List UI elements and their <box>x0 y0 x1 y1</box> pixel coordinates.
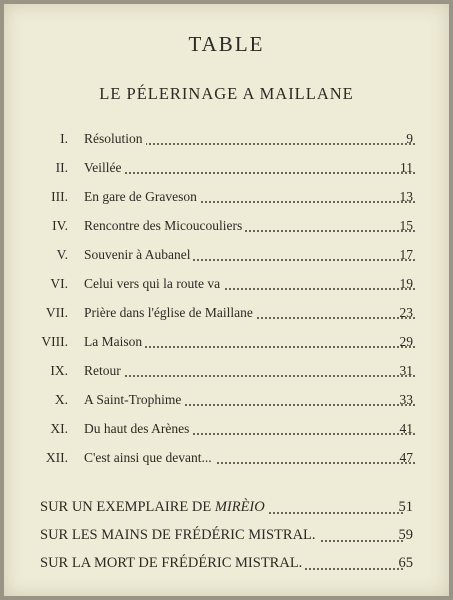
chapter-title: C'est ainsi que devant... <box>84 450 215 465</box>
book-page <box>4 4 449 596</box>
section-title: SUR UN EXEMPLAIRE DE <box>40 499 215 515</box>
chapter-number: IV. <box>52 218 68 233</box>
toc-row <box>4 419 449 439</box>
chapter-number: III. <box>51 189 68 204</box>
chapter-title: Rencontre des Micoucouliers <box>84 218 245 233</box>
toc-row <box>4 332 449 352</box>
toc-section-row <box>4 496 449 518</box>
chapter-number: VII. <box>45 305 68 320</box>
page-number: 11 <box>400 160 413 175</box>
page-number: 31 <box>399 363 413 378</box>
toc-row <box>4 216 449 236</box>
toc-row <box>4 245 449 265</box>
chapter-title: Résolution <box>84 131 146 146</box>
dot-leader <box>84 172 415 174</box>
page-number: 59 <box>398 527 413 543</box>
page-title: TABLE <box>188 32 265 56</box>
chapter-title: Souvenir à Aubanel <box>84 247 193 262</box>
toc-row <box>4 129 449 149</box>
page-number: 65 <box>398 555 413 571</box>
page-number: 15 <box>399 218 413 233</box>
chapter-number: VIII. <box>41 334 68 349</box>
page-number: 41 <box>399 421 413 436</box>
chapter-number: IX. <box>50 363 68 378</box>
chapter-title: Veillée <box>84 160 124 175</box>
page-number: 33 <box>399 392 413 407</box>
chapter-title: En gare de Graveson <box>84 189 200 204</box>
chapter-title: Du haut des Arènes <box>84 421 192 436</box>
section-title: SUR LA MORT DE FRÉDÉRIC MISTRAL. <box>40 555 305 571</box>
chapter-title: Celui vers qui la route va <box>84 276 223 291</box>
toc-section-row <box>4 524 449 546</box>
section-title: SUR LES MAINS DE FRÉDÉRIC MISTRAL. <box>40 527 319 543</box>
chapter-number: XI. <box>50 421 68 436</box>
toc-section-row <box>4 552 449 574</box>
chapter-number: I. <box>60 131 68 146</box>
page-number: 9 <box>406 131 413 146</box>
page-number: 29 <box>399 334 413 349</box>
chapter-title: A Saint-Trophime <box>84 392 184 407</box>
chapter-number: II. <box>55 160 68 175</box>
dot-leader <box>84 375 415 377</box>
toc-row <box>4 274 449 294</box>
page-number: 13 <box>399 189 413 204</box>
chapter-number: X. <box>54 392 68 407</box>
toc-row <box>4 187 449 207</box>
chapter-number: XII. <box>45 450 68 465</box>
chapter-title: Retour <box>84 363 124 378</box>
chapter-number: VI. <box>50 276 68 291</box>
page-number: 23 <box>399 305 413 320</box>
chapter-number: V. <box>56 247 68 262</box>
toc-row <box>4 390 449 410</box>
toc-row <box>4 361 449 381</box>
page-number: 51 <box>398 499 413 515</box>
page-number: 47 <box>399 450 413 465</box>
toc-row <box>4 303 449 323</box>
page-number: 17 <box>399 247 413 262</box>
page-number: 19 <box>399 276 413 291</box>
toc-row <box>4 158 449 178</box>
section-heading: LE PÉLERINAGE A MAILLANE <box>99 84 354 103</box>
chapter-title: La Maison <box>84 334 145 349</box>
section-title-italic: MIRÈIO <box>214 499 265 515</box>
toc-row <box>4 448 449 468</box>
chapter-title: Prière dans l'église de Maillane <box>84 305 256 320</box>
